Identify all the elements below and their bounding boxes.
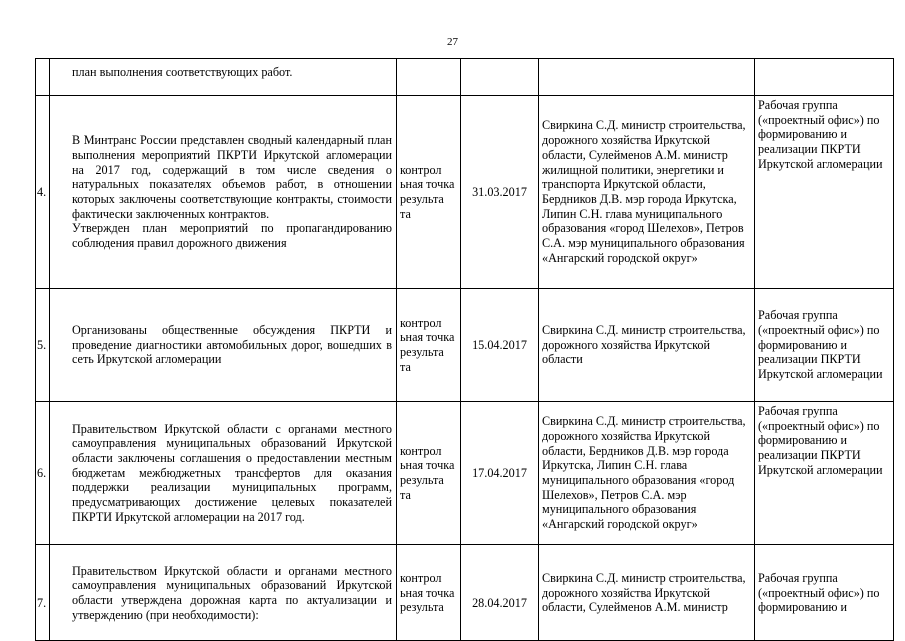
- due-date: 28.04.2017: [461, 545, 539, 641]
- row-number: 4.: [36, 96, 50, 289]
- row-number: 5.: [36, 289, 50, 402]
- description-paragraph: Правительством Иркутской области с органами местного самоуправления муниципальных образований Иркутской области заключены соглашения о предоставлении местным бюджетам межбюджетных трансфертов для оказания поддержки реализации муниципальных программ, предусматривающих достижение целевых показателей ПКРТИ Иркутской агломерации на 2017 год.: [72, 421, 392, 524]
- due-date: 15.04.2017: [461, 289, 539, 402]
- working-group: Рабочая группа («проектный офис») по формированию и реализации ПКРТИ Иркутской агломерации: [755, 289, 894, 402]
- measures-table: [35, 58, 894, 641]
- event-type: [397, 59, 461, 96]
- responsible-persons: Свиркина С.Д. министр строительства, дорожного хозяйства Иркутской области, Бердников Д.В. мэр города Иркутска, Липин С.Н. глава муниципального образования «город Шелехов», Петров С.А. мэр муниципального образования «Ангарский городской округ»: [539, 402, 755, 545]
- event-type: контрол ьная точка результа та: [397, 402, 461, 545]
- description-paragraph: план выполнения соответствующих работ.: [72, 65, 293, 79]
- row-number: 7.: [36, 545, 50, 641]
- responsible-persons: [539, 59, 755, 96]
- measure-description: [50, 402, 397, 545]
- table-row: [36, 402, 894, 545]
- working-group: Рабочая группа («проектный офис») по формированию и реализации ПКРТИ Иркутской агломерации: [755, 402, 894, 545]
- measure-description: [50, 545, 397, 641]
- due-date: 17.04.2017: [461, 402, 539, 545]
- description-paragraph: В Минтранс России представлен сводный календарный план выполнения мероприятий ПКРТИ Иркутской агломерации на 2017 год, содержащий в том числе сведения о натуральных показателях объемов работ, в отношении которых заключены соответствующие контракты, стоимости фактически заключенных контрактов.: [72, 133, 392, 221]
- table-row: [36, 289, 894, 402]
- description-paragraph: Утвержден план мероприятий по пропагандированию соблюдения правил дорожного движения: [72, 221, 392, 251]
- measure-description: [50, 96, 397, 289]
- event-type: контрол ьная точка результа та: [397, 96, 461, 289]
- due-date: 31.03.2017: [461, 96, 539, 289]
- event-type: контрол ьная точка результа: [397, 545, 461, 641]
- measure-description: [50, 289, 397, 402]
- responsible-persons: Свиркина С.Д. министр строительства, дорожного хозяйства Иркутской области: [539, 289, 755, 402]
- event-type: контрол ьная точка результа та: [397, 289, 461, 402]
- working-group: Рабочая группа («проектный офис») по формированию и: [755, 545, 894, 641]
- working-group: Рабочая группа («проектный офис») по формированию и реализации ПКРТИ Иркутской агломерации: [755, 96, 894, 289]
- row-number: [36, 59, 50, 96]
- description-paragraph: Правительством Иркутской области и органами местного самоуправления муниципальных образований Иркутской области утверждена дорожная карта по актуализации и утверждению (при необходимости):: [72, 563, 392, 622]
- responsible-persons: Свиркина С.Д. министр строительства, дорожного хозяйства Иркутской области, Сулейменов А.М. министр: [539, 545, 755, 641]
- due-date: [461, 59, 539, 96]
- table-row: [36, 545, 894, 641]
- description-paragraph: Организованы общественные обсуждения ПКРТИ и проведение диагностики автомобильных дорог, вошедших в сеть Иркутской агломерации: [72, 322, 392, 367]
- row-number: 6.: [36, 402, 50, 545]
- table-row: [36, 59, 894, 96]
- page-number: 27: [447, 36, 458, 48]
- measure-description: [50, 59, 397, 96]
- working-group: [755, 59, 894, 96]
- responsible-persons: Свиркина С.Д. министр строительства, дорожного хозяйства Иркутской области, Сулейменов А.М. министр жилищной политики, энергетики и транспорта Иркутской области, Бердников Д.В. мэр города Иркутска, Липин С.Н. глава муниципального образования «город Шелехов», Петров С.А. мэр муниципального образования «Ангарский городской округ»: [539, 96, 755, 289]
- table-row: [36, 96, 894, 289]
